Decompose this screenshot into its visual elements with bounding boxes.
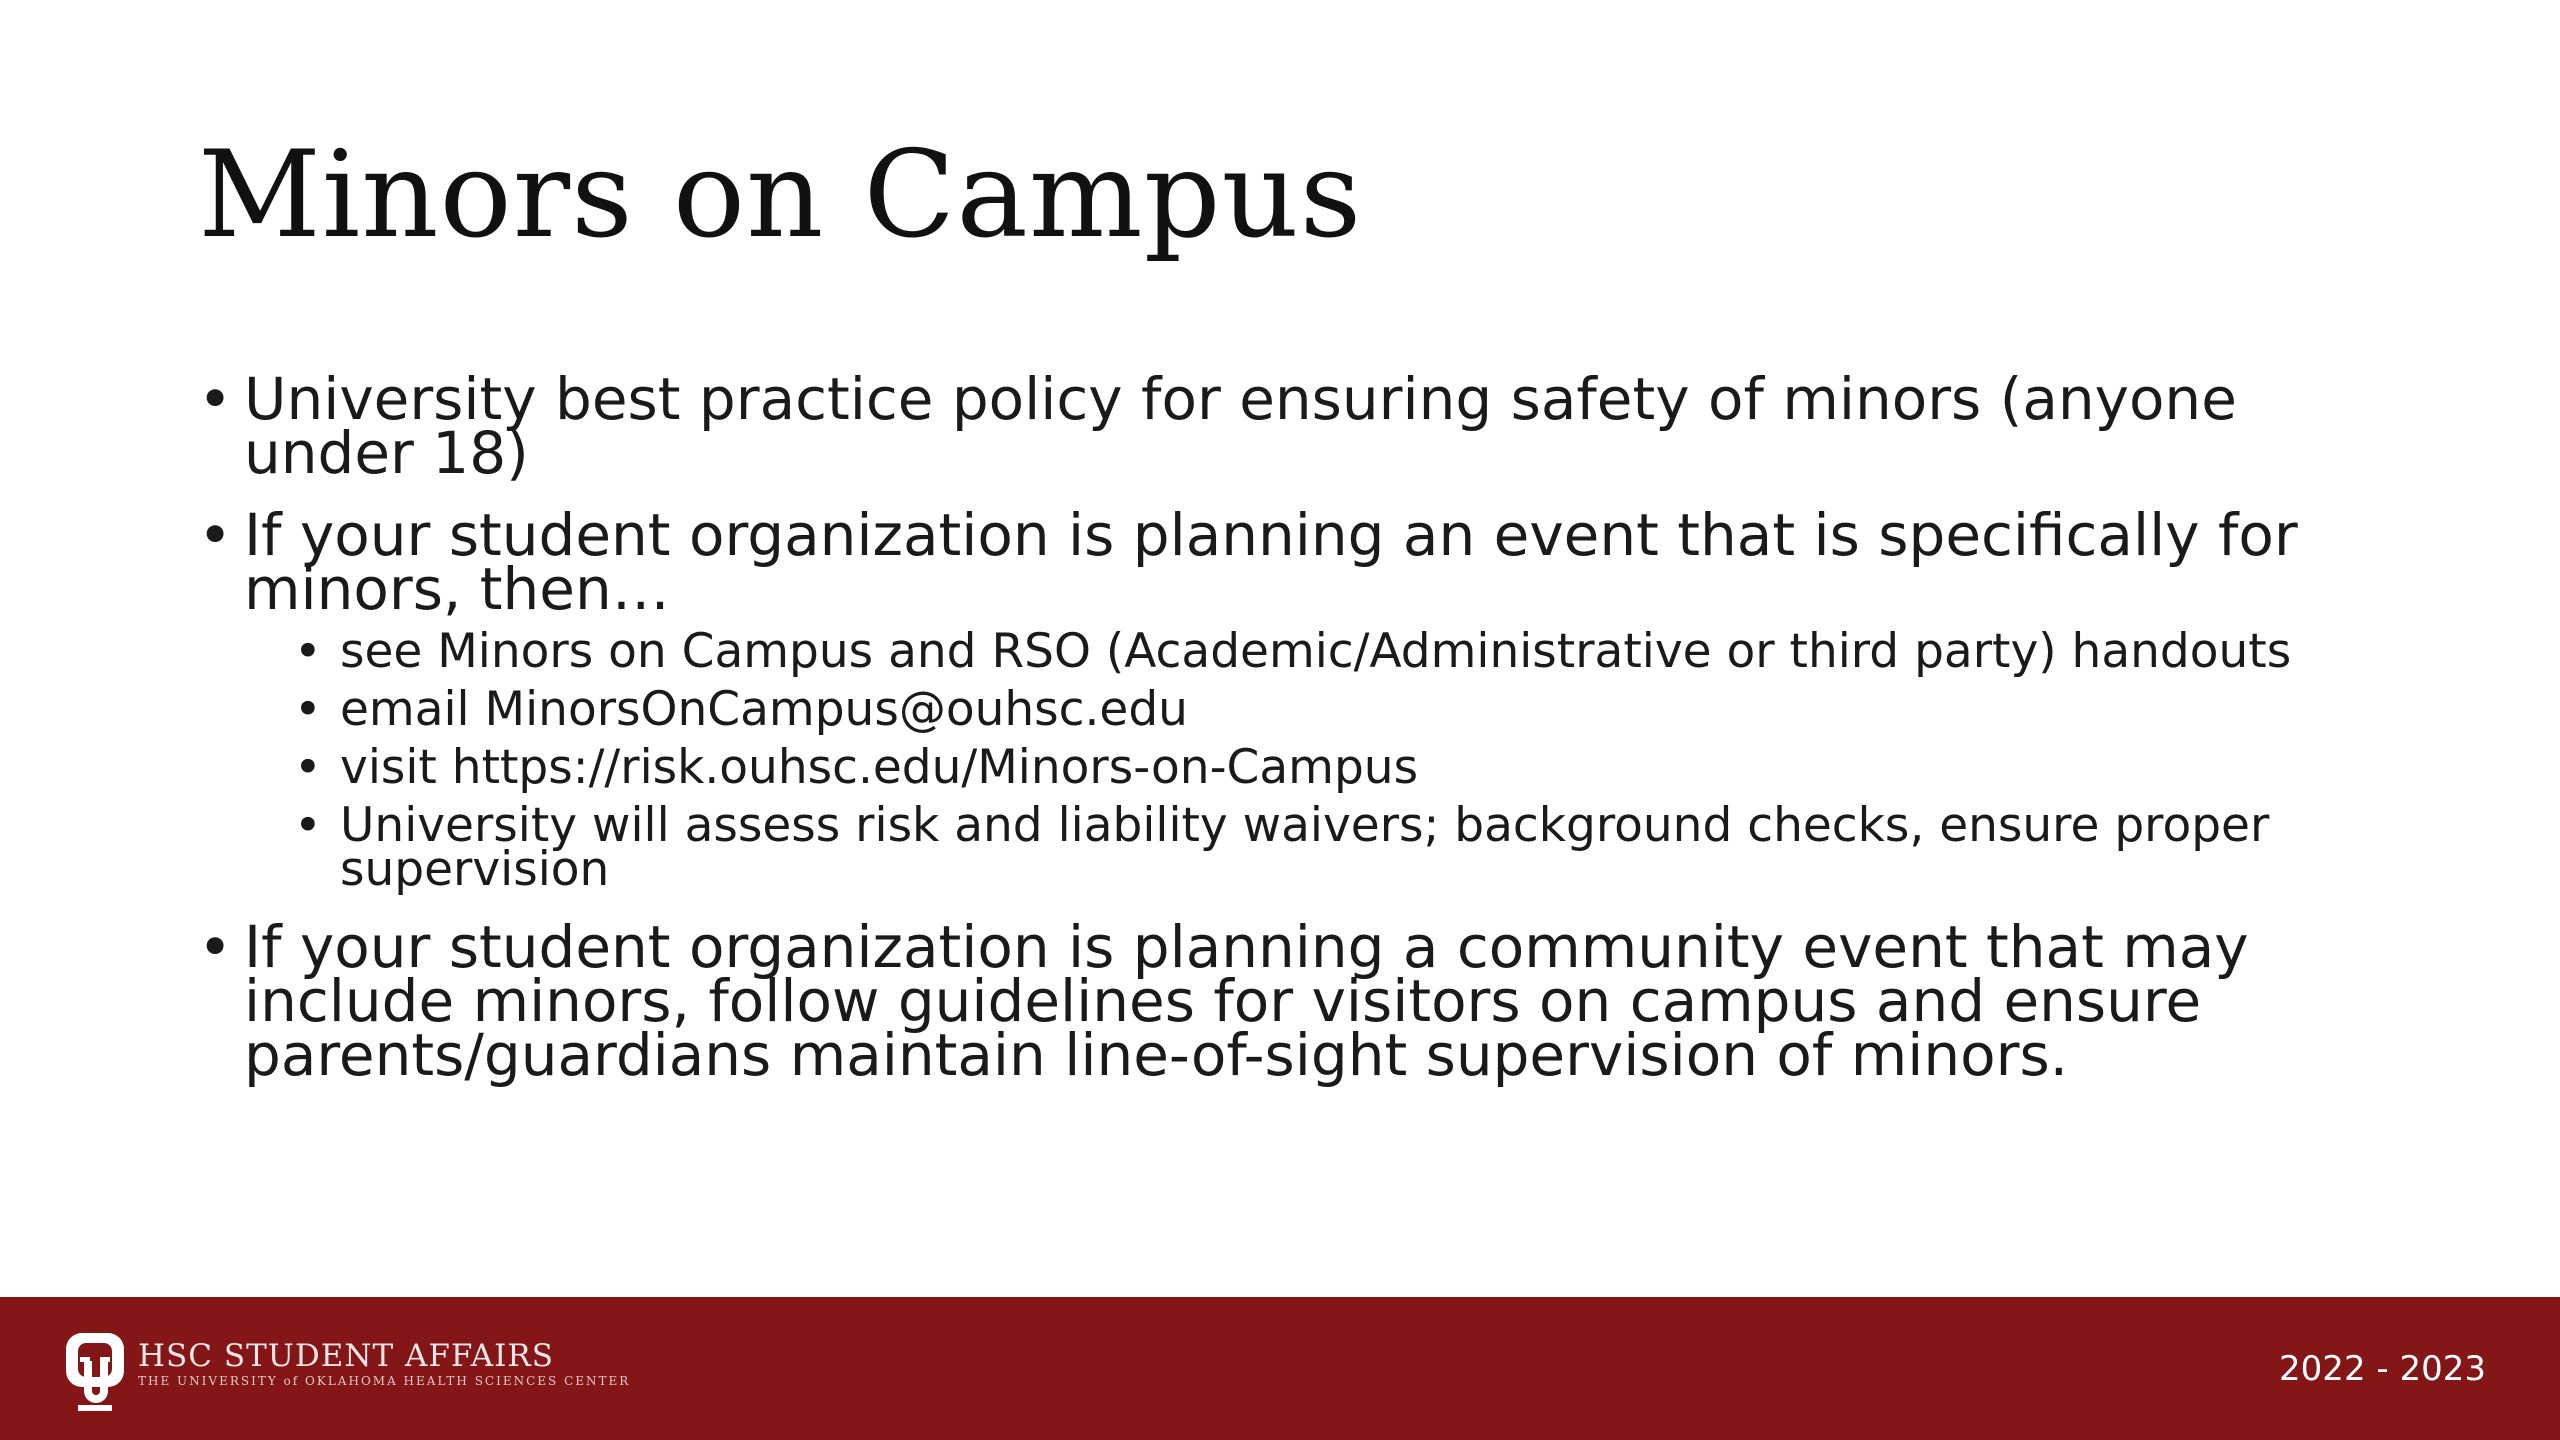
slide-content (198, 365, 2398, 1110)
footer-bar (0, 1297, 2560, 1440)
bullet-text: If your student organization is planning a community event that may include minors, follow guidelines for visitors on campus and ensure parents/guardians maintain line-of-sight supervision of minors. (244, 913, 2249, 1089)
sub-bullet-list (244, 624, 2398, 897)
brand-subtitle: THE UNIVERSITY of OKLAHOMA HEALTH SCIENCES CENTER (138, 1374, 631, 1388)
sub-bullet-item: • email MinorsOnCampus@ouhsc.edu (294, 688, 2398, 732)
bullet-item (198, 365, 2398, 487)
sub-bullet-item: • see Minors on Campus and RSO (Academic/Administrative or third party) handouts (294, 630, 2398, 674)
sub-bullet-item: • University will assess risk and liability waivers; background checks, ensure proper supervision (294, 804, 2398, 892)
bullet-text: If your student organization is planning an event that is specifically for minors, then… (244, 501, 2298, 623)
slide-title: Minors on Campus (198, 126, 1363, 265)
bullet-text: University best practice policy for ensuring safety of minors (anyone under 18) (244, 365, 2237, 487)
brand-name: HSC STUDENT AFFAIRS (138, 1338, 554, 1374)
bullet-item (198, 913, 2398, 1089)
academic-year: 2022 - 2023 (2279, 1349, 2486, 1389)
bullet-list (198, 365, 2398, 1089)
brand-wordmark (138, 1339, 630, 1389)
bullet-item (198, 501, 2398, 897)
ou-logo-icon (60, 1327, 130, 1415)
sub-bullet-item: • visit https://risk.ouhsc.edu/Minors-on-Campus (294, 746, 2398, 790)
